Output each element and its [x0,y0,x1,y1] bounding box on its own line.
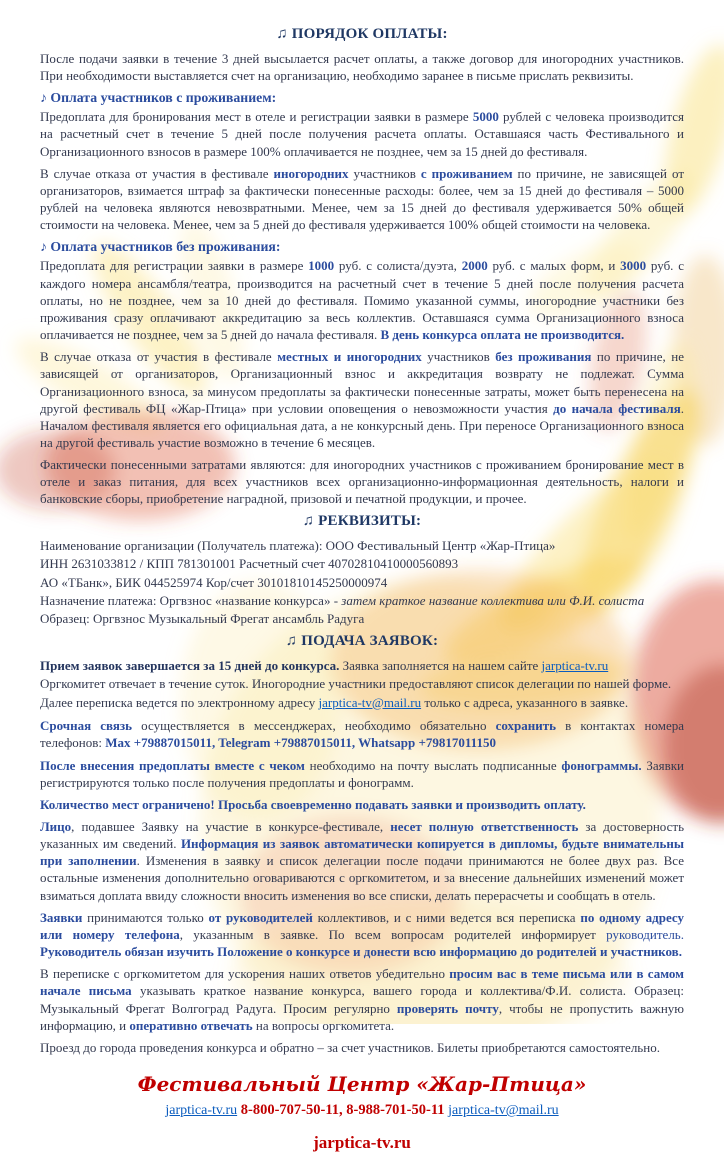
text-segment: без проживания [495,349,592,365]
text-segment: Назначение платежа: Оргвзнос «название конкурса» - [40,592,342,608]
text-segment: Информация из заявок автоматически копируется в дипломы, будьте внимательны при заполнении [40,836,685,869]
text-segment: рублей с человека производится на расчетный счет в течение 5 дней после получения расчета оплаты. Оставшаяся часть Фестивального и Организационного взносов в размере 100% оплачивается не позднее, чем за 15 дней до фестиваля. [40,109,684,159]
heading-payment-without-stay: ♪ Оплата участников без проживания: [40,239,281,255]
applications-deadline-line [40,657,684,675]
text-segment: по причине, не зависящей от организаторов, Организационный взнос и аккредитация возврату не подлежат. Сумма Организационного взноса, за минусом предоплаты за фактически понесенные затраты, может быть перенесена на другой фестиваль ФЦ «Жар-Птица» при условии оповещения о невозможности участия [40,349,684,416]
paragraph-with-stay-prepayment [40,108,684,159]
text-segment: ИНН 2631033812 / КПП 781301001 Расчетный счет 40702810410000560893 [40,556,459,572]
text-segment: указывать краткое название конкурса, вашего города и коллектива/Ф.И. солиста. Образец: Музыкальный Фрегат Волгоград Радуга. Просим регулярно [40,983,684,1016]
text-segment: АО «ТБанк», БИК 044525974 Кор/счет 30101810145250000974 [40,574,388,590]
text-segment: до начала фестиваля [553,400,681,416]
heading-applications: ♫ ПОДАЧА ЗАЯВОК: [285,632,439,649]
text-segment: необходимо на почту выслать подписанные [304,757,562,773]
text-segment: Max +79887015011, Telegram +79887015011, Whatsapp +79817011150 [105,735,496,751]
text-segment: Срочная связь [40,718,133,734]
requisites-organization-line [40,537,684,555]
text-segment: руководитель. [606,926,684,942]
text-segment: Заявка заполняется на нашем сайте [339,657,542,673]
text-segment: осуществляется в мессенджерах, необходимо обязательно [132,718,496,734]
text-segment: участников [421,349,496,365]
footer-website[interactable]: jarptica-tv.ru [313,1132,411,1152]
paragraph-limited-seats [40,796,684,813]
text-segment: руб. с солиста/дуэта, [334,258,462,274]
text-segment: , указанным в заявке. По всем вопросам родителей информирует [179,926,607,942]
text-segment: в контактах номера телефонов: [40,718,685,751]
text-segment: Предоплата для регистрации заявки в размере [40,258,309,274]
text-segment: руб. с малых форм, и [487,258,621,274]
text-segment: несет полную ответственность [390,819,579,834]
paragraph-leaders-only [40,909,684,960]
text-segment: Фактически понесенными затратами являются: для иногородних участников с проживанием бронирование мест в отеле и заказ питания, для всех участников всех организационно-информационная деятельность, налоги и банковские сборы, приобретение наградной, призовой и печатной продукции, и прочее. [40,457,684,507]
inline-link[interactable]: jarptica-tv.ru [165,1103,238,1119]
applications-email-line [40,694,684,712]
text-segment: В переписке с оргкомитетом для ускорения наших ответов убедительно [40,966,450,982]
text-segment: Количество мест ограничено! Просьба своевременно подавать заявки и производить оплату. [40,796,586,812]
paragraph-without-stay-refusal [40,348,684,451]
paragraph-urgent-contact [40,717,684,751]
text-segment: фонограммы. [561,757,642,773]
heading-requisites: ♫ РЕКВИЗИТЫ: [302,512,422,529]
text-segment: по одному адресу или номеру телефона [40,909,684,942]
text-segment: Проезд до города проведения конкурса и обратно – за счет участников. Билеты приобретаются самостоятельно. [40,1039,660,1055]
text-segment: . Изменения в заявку и список делегации после подачи принимаются не более двух раз. Все остальные изменения дополнительно оговариваются с оргкомитетом, и за внесение дальнейших изменений может взиматься доплата ввиду сложности вносить изменения во все списки, делать перерасчеты и сообщать в отель. [40,853,684,903]
heading-payment-with-stay: ♪ Оплата участников с проживанием: [40,90,277,106]
heading-payment-order: ♫ ПОРЯДОК ОПЛАТЫ: [276,26,448,42]
text-segment: В случае отказа от участия в фестивале [40,165,274,181]
text-segment: руб. с каждого номера ансамбля/театра, производится на расчетный счет в течение 5 дней после получения расчета оплаты, но не позднее, чем за 10 дней до фестиваля. Помимо указанной суммы, иногородние участники без проживания сразу оплачивают аккредитацию за весь коллектив. Оставшаяся сумма Организационного взноса оплачивается не позднее, чем за 5 дней до начала фестиваля. [40,258,684,343]
text-segment: сохранить [495,718,557,734]
requisites-purpose-line [40,592,684,610]
document-footer [40,1072,684,1153]
text-segment: После подачи заявки в течение 3 дней высылается расчет оплаты, а также договор для иногородних участников. При необходимости выставляется счет на организацию, необходимо заранее в письме прислать реквизиты. [40,51,684,84]
paragraph-responsibility [40,818,684,904]
footer-brand-title: Фестивальный Центр «Жар-Птица» [137,1072,587,1097]
text-segment: В день конкурса оплата не производится. [380,327,625,343]
paragraph-travel [40,1039,684,1056]
text-segment: оперативно отвечать [129,1017,253,1033]
text-segment: После внесения предоплаты вместе с чеком [40,757,305,773]
text-segment: , подавшее Заявку на участие в конкурсе-фестивале, [71,819,391,834]
footer-contacts-line [40,1100,684,1121]
text-segment: только с адреса, указанного в заявке. [421,694,629,710]
text-segment: Образец: Оргвзнос Музыкальный Фрегат ансамбль Радуга [40,611,365,627]
text-segment: Лицо [40,819,72,834]
text-segment: с проживанием [420,165,513,181]
text-segment: Далее переписка ведется по электронному адресу [40,694,319,710]
text-segment: Предоплата для бронирования мест в отеле и регистрации заявки в размере [40,109,473,125]
inline-link[interactable]: jarptica-tv.ru [541,657,609,673]
paragraph-incurred-costs [40,456,684,507]
text-segment: Руководитель обязан изучить Положение о конкурсе и донести всю информацию до родителей и участников. [40,944,682,960]
text-segment: 5000 [472,109,499,125]
text-segment: от руководителей [208,909,313,925]
applications-block [40,657,684,712]
requisites-bank-line [40,574,684,592]
text-segment: Заявки регистрируются только после получения предоплаты и фонограмм. [40,757,684,790]
paragraph-intro [40,50,684,84]
text-segment: затем краткое название коллектива или Ф.И. солиста [341,592,645,608]
text-segment: 8-800-707-50-11, 8-988-701-50-11 [237,1102,449,1119]
requisites-block [40,537,684,629]
text-segment: Наименование организации (Получатель платежа): ООО Фестивальный Центр «Жар-Птица» [40,537,556,553]
text-segment: Оргкомитет отвечает в течение суток. Иногородние участники предоставляют список делегации по нашей форме. [40,676,672,692]
text-segment: участников [348,165,421,181]
inline-link[interactable]: jarptica-tv@mail.ru [318,694,422,710]
text-segment: коллективов, и с ними ведется вся переписка [312,909,581,925]
text-segment: просим вас в теме письма или в самом начале письма [40,966,684,999]
paragraph-without-stay-prepayment [40,257,684,343]
text-segment: принимаются только [82,909,209,925]
text-segment: по причине, не зависящей от организаторов, взимается штраф за фактически понесенные расходы: более, чем за 15 дней до фестиваля – 5000 рублей на человека являются невозвратными. Менее, чем за 15 дней до фестиваля удерживается 50% общей стоимости на человека. Менее, чем за 5 дней до фестиваля удерживается 100% общей стоимости на человека. [40,165,684,233]
text-segment: на вопросы оргкомитета. [252,1017,395,1033]
requisites-inn-account-line [40,555,684,573]
text-segment: проверять почту [396,1000,499,1016]
text-segment: Прием заявок завершается за 15 дней до конкурса. [40,657,340,673]
text-segment: 3000 [620,258,647,274]
text-segment: В случае отказа от участия в фестивале [40,349,278,365]
text-segment: Заявки [40,909,83,925]
text-segment: за достоверность указанных им сведений. [40,819,684,852]
text-segment: местных и иногородних [277,349,422,365]
text-segment: 1000 [308,258,335,274]
text-segment: , чтобы не пропустить важную информацию, и [40,1000,684,1033]
text-segment: 2000 [461,258,488,274]
text-segment: иногородних [273,165,349,181]
applications-response-line [40,675,684,693]
requisites-sample-line [40,610,684,628]
inline-link[interactable]: jarptica-tv@mail.ru [448,1103,559,1119]
text-segment: . Началом фестиваля является его официальная дата, а не конкурсный день. При переносе Организационного взноса на другой фестиваль участие возможно в течение 6 месяцев. [40,400,684,450]
paragraph-prepayment-phonograms [40,757,684,791]
paragraph-with-stay-refusal [40,165,684,234]
